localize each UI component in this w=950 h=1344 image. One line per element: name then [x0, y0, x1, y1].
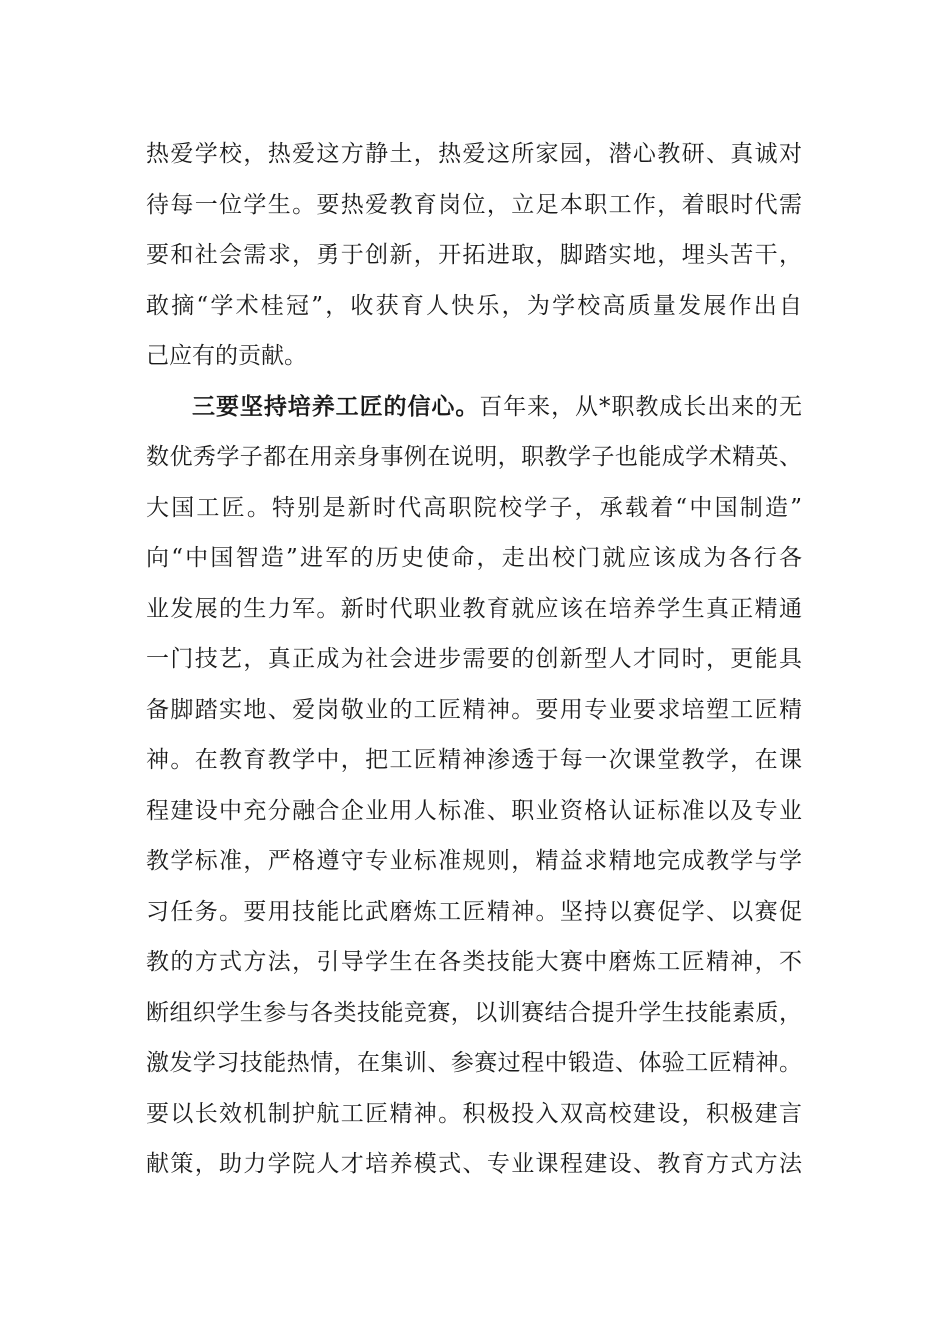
- paragraph-2: [146, 382, 802, 1190]
- text-line: 备脚踏实地、爱岗敬业的工匠精神。要用专业要求培塑工匠精: [146, 696, 802, 723]
- text-line: 业发展的生力军。新时代职业教育就应该在培养学生真正精通: [146, 595, 802, 622]
- paragraph-2-first-line: [146, 382, 802, 433]
- text-line: 一门技艺，真正成为社会进步需要的创新型人才同时，更能具: [146, 646, 802, 672]
- text-line: 敢摘“学术桂冠”，收获育人快乐，为学校高质量发展作出自: [146, 292, 802, 319]
- text-line: 向“中国智造”进军的历史使命，走出校门就应该成为各行各: [146, 545, 802, 571]
- document-body: [146, 129, 802, 1190]
- text-line: 断组织学生参与各类技能竞赛，以训赛结合提升学生技能素质，: [146, 999, 802, 1026]
- text-run: 百年来，从*职教成长出来的无: [479, 393, 802, 420]
- text-line: 神。在教育教学中，把工匠精神渗透于每一次课堂教学，在课: [146, 747, 802, 773]
- paragraph-1: [146, 129, 802, 382]
- text-line: 数优秀学子都在用亲身事例在说明，职教学子也能成学术精英、: [146, 444, 802, 470]
- text-line: 教的方式方法，引导学生在各类技能大赛中磨炼工匠精神，不: [146, 949, 802, 975]
- text-line: 热爱学校，热爱这方静土，热爱这所家园，潜心教研、真诚对: [146, 141, 802, 167]
- text-line: 大国工匠。特别是新时代高职院校学子，承载着“中国制造”: [146, 494, 802, 521]
- section-heading: 三要坚持培养工匠的信心。: [192, 392, 480, 420]
- text-line: 己应有的贡献。: [146, 343, 307, 369]
- text-line: 程建设中充分融合企业用人标准、职业资格认证标准以及专业: [146, 797, 802, 824]
- text-line: 要和社会需求，勇于创新，开拓进取，脚踏实地，埋头苦干，: [146, 242, 802, 268]
- text-line: 待每一位学生。要热爱教育岗位，立足本职工作，着眼时代需: [146, 191, 802, 218]
- text-line: 献策，助力学院人才培养模式、专业课程建设、教育方式方法: [146, 1151, 802, 1177]
- text-line: 要以长效机制护航工匠精神。积极投入双高校建设，积极建言: [146, 1100, 802, 1127]
- text-line: 教学标准，严格遵守专业标准规则，精益求精地完成教学与学: [146, 848, 802, 874]
- text-line: 习任务。要用技能比武磨炼工匠精神。坚持以赛促学、以赛促: [146, 898, 802, 925]
- text-line: 激发学习技能热情，在集训、参赛过程中锻造、体验工匠精神。: [146, 1050, 802, 1076]
